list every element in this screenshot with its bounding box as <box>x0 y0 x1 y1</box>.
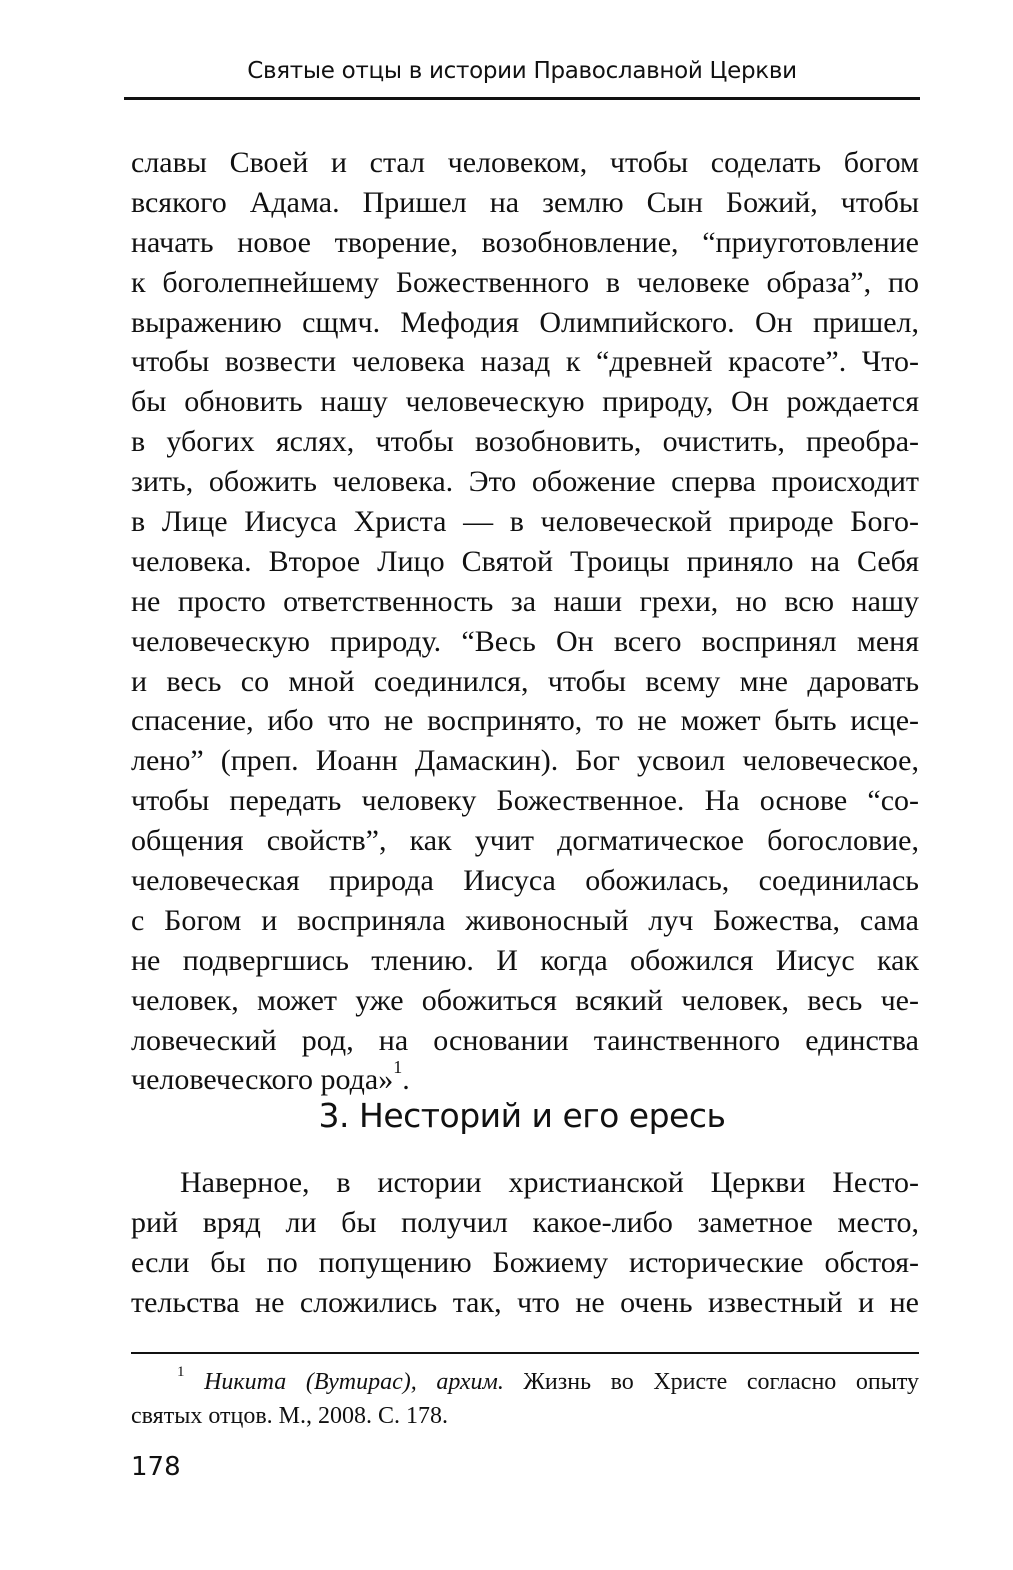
text-line: чтобы передать человеку Божественное. На основе “со- <box>131 784 919 818</box>
text-line: чтобы возвести человека назад к “древней красоте”. Что- <box>131 345 919 379</box>
footnote-rule <box>131 1352 919 1354</box>
text-line: славы Своей и стал человеком, чтобы соделать богом <box>131 146 919 179</box>
footnote-line: святых отцов. М., 2008. С. 178. <box>131 1403 449 1429</box>
page-number: 178 <box>131 1452 181 1482</box>
footnote-line <box>131 1365 919 1399</box>
text-line: человек, может уже обожиться всякий человек, весь че- <box>131 983 919 1017</box>
text-line: спасение, ибо что не воспринято, то не может быть исце- <box>131 704 919 738</box>
text-line: и весь со мной соединился, чтобы всему мне даровать <box>131 664 919 698</box>
text-line: общения свойств”, как учит догматическое богословие, <box>131 824 919 858</box>
text-line: лено” (преп. Иоанн Дамаскин). Бог усвоил человеческое, <box>131 744 919 778</box>
paragraph <box>131 1163 919 1323</box>
text-line: выражению сщмч. Мефодия Олимпийского. Он пришел, <box>131 305 919 339</box>
sentence-end: . <box>402 1063 410 1097</box>
text-line: в убогих яслях, чтобы возобновить, очистить, преобра- <box>131 425 919 459</box>
text-line: не подвергшись тлению. И когда обожился Иисус как <box>131 943 919 977</box>
text-line: с Богом и восприняла живоносный луч Божества, сама <box>131 903 919 937</box>
text-line: человека. Второе Лицо Святой Троицы приняло на Себя <box>131 544 919 578</box>
text-line: не просто ответственность за наши грехи, но всю нашу <box>131 584 919 618</box>
text-line: к боголепнейшему Божественного в человеке образа”, по <box>131 265 919 299</box>
section-heading: 3. Несторий и его ересь <box>318 1096 726 1135</box>
text-line: рий вряд ли бы получил какое-либо заметное место, <box>131 1205 919 1239</box>
text-line-content: человеческого рода» <box>131 1063 394 1097</box>
text-line: тельства не сложились так, что не очень известный и не <box>131 1285 919 1319</box>
footnote <box>131 1365 919 1433</box>
header-rule <box>124 97 920 100</box>
text-line: в Лице Иисуса Христа — в человеческой природе Бого- <box>131 505 919 539</box>
text-line: если бы по попущению Божиему исторические обстоя- <box>131 1245 919 1279</box>
paragraph-continuation <box>131 143 919 1100</box>
footnote-title: Жизнь во Христе согласно опыту <box>503 1369 920 1395</box>
text-line: бы обновить нашу человеческую природу, Он рождается <box>131 385 919 419</box>
text-line: человеческую природу. “Весь Он всего воспринял меня <box>131 624 919 658</box>
running-head: Святые отцы в истории Православной Церкви <box>247 58 797 84</box>
text-line: человеческая природа Иисуса обожилась, соединилась <box>131 864 919 898</box>
footnote-author: Никита (Вутирас), архим. <box>204 1369 504 1395</box>
text-line-last <box>131 1060 919 1100</box>
text-line: всякого Адама. Пришел на землю Сын Божий, чтобы <box>131 185 919 219</box>
footnote-reference: 1 <box>393 1060 403 1078</box>
text-line: ловеческий род, на основании таинственного единства <box>131 1023 919 1057</box>
text-line: Наверное, в истории христианской Церкви Несто- <box>180 1166 919 1199</box>
footnote-number: 1 <box>177 1364 185 1380</box>
text-line: зить, обожить человека. Это обожение сперва происходит <box>131 465 919 499</box>
text-line: начать новое творение, возобновление, “приуготовление <box>131 225 919 259</box>
